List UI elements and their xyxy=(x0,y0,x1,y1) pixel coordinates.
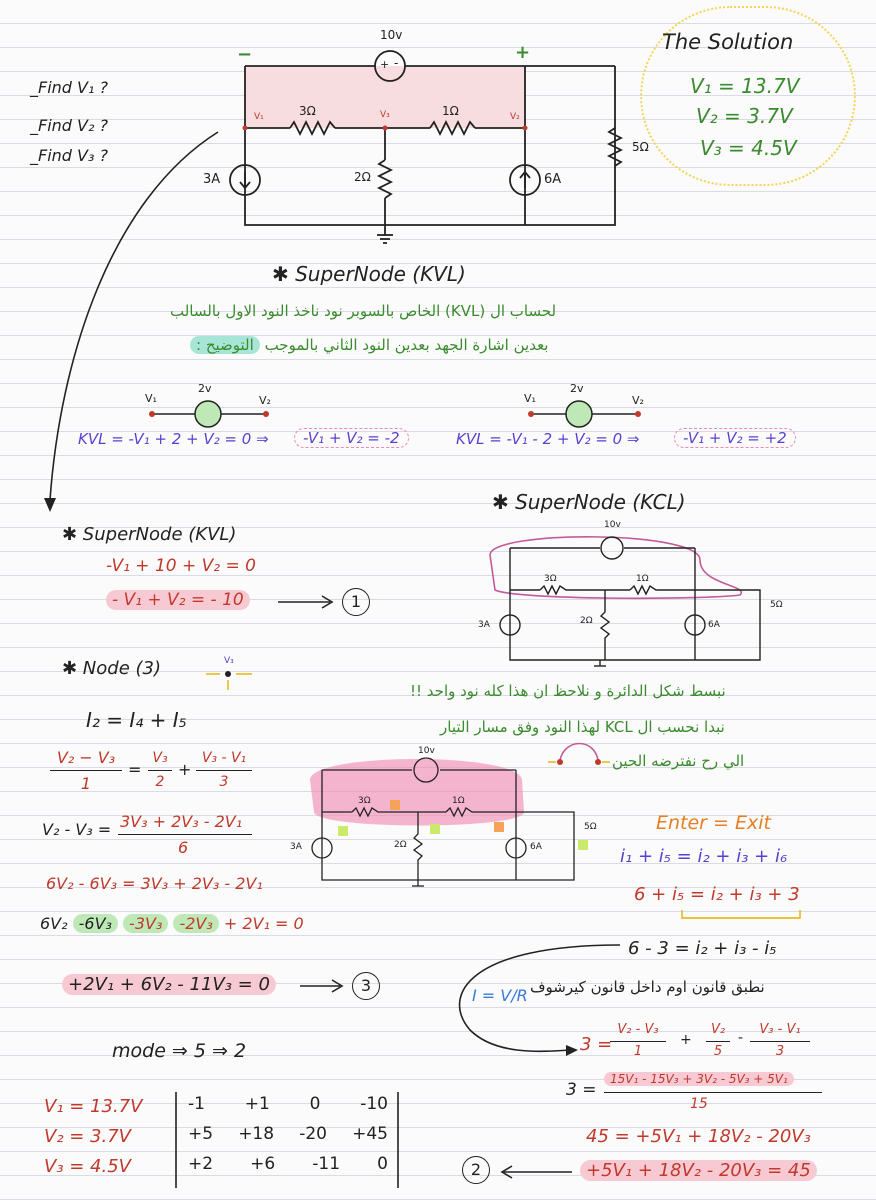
kvl-right-src: 2v xyxy=(570,382,584,395)
kvl-section-title: ✱ SuperNode (KVL) xyxy=(62,524,237,545)
eq-tag-2: 2 xyxy=(462,1156,490,1184)
solution-v2: V₂ = 3.7V xyxy=(696,104,793,128)
eq5-num-text: 15V₁ - 15V₃ + 3V₂ - 5V₃ + 5V₁ xyxy=(604,1072,794,1086)
kcl-eq5-den: 15 xyxy=(690,1096,708,1112)
hl-r4-label: 5Ω xyxy=(584,822,597,832)
arabic-note-2b: التوضيح : xyxy=(190,336,260,354)
r2-label: 1Ω xyxy=(442,104,459,118)
hl-i-right: 6A xyxy=(530,842,542,852)
node3-eq4: 6V₂ - 6V₃ = 3V₃ + 2V₃ - 2V₁ xyxy=(46,874,263,893)
hl-r1-label: 3Ω xyxy=(358,796,371,806)
supernode-kcl-heading: ✱ SuperNode (KCL) xyxy=(492,490,686,514)
matrix-row-3 xyxy=(188,1154,388,1184)
kcl-eq7: +5V₁ + 18V₂ - 20V₃ = 45 xyxy=(580,1160,817,1181)
eq-sign-a: = xyxy=(128,760,142,779)
node3-eq1: I₂ = I₄ + I₅ xyxy=(86,708,187,732)
kcl-r3-label: 2Ω xyxy=(580,616,593,626)
question-v2: _Find V₂ ? xyxy=(30,116,108,135)
kvl-left-eq: KVL = -V₁ + 2 + V₂ = 0 ⇒ xyxy=(78,430,269,448)
kvl-section-eq1: -V₁ + 10 + V₂ = 0 xyxy=(106,556,256,576)
eq4-f3-num: V₃ - V₁ xyxy=(759,1022,801,1037)
arabic-kcl-3: الي رح نفترضه الحين xyxy=(612,752,745,770)
eq4-f2-num: V₂ xyxy=(710,1022,726,1037)
node-v1-label: V₁ xyxy=(254,112,264,122)
node-v3-label: V₃ xyxy=(380,110,390,120)
source-sign-minus: - xyxy=(394,56,399,70)
supernode-kvl-heading: ✱ SuperNode (KVL) xyxy=(272,262,466,286)
node3-eq3-num: 3V₃ + 2V₃ - 2V₁ xyxy=(120,812,243,831)
kvl-right-eq: KVL = -V₁ - 2 + V₂ = 0 ⇒ xyxy=(456,430,640,448)
eq5-term-c: -3V₃ xyxy=(123,914,168,933)
eq-tag-3: 3 xyxy=(352,972,380,1000)
eq4-plus: + xyxy=(680,1032,692,1048)
kcl-r2-label: 1Ω xyxy=(636,574,649,584)
cell: +5 xyxy=(188,1124,214,1144)
kvl-right-result: -V₁ + V₂ = +2 xyxy=(674,428,796,448)
node3-eq6: +2V₁ + 6V₂ - 11V₃ = 0 xyxy=(62,974,276,995)
mode-note: mode ⇒ 5 ⇒ 2 xyxy=(112,1040,247,1062)
frac-c-den: 3 xyxy=(219,774,229,790)
eq4-f1-den: 1 xyxy=(633,1044,643,1059)
solution-title: The Solution xyxy=(662,30,794,54)
eq5-term-d: -2V₃ xyxy=(173,914,218,933)
eq5-term-e: + 2V₁ = 0 xyxy=(223,914,304,933)
plus-sign-b: + xyxy=(178,760,192,779)
node-v2-label: V₂ xyxy=(510,112,520,122)
cell: +6 xyxy=(250,1154,276,1174)
hl-source-label: 10v xyxy=(418,746,435,756)
frac-b-num: V₃ xyxy=(152,750,168,766)
eq-tag-1: 1 xyxy=(342,588,370,616)
result-v1: V₁ = 13.7V xyxy=(44,1096,143,1117)
i-right-label: 6A xyxy=(544,172,562,187)
kcl-i-left: 3A xyxy=(478,620,490,630)
kvl-left-v2: V₂ xyxy=(259,394,271,407)
hl-i-left: 3A xyxy=(290,842,302,852)
frac-a-den: 1 xyxy=(80,774,92,793)
cell: +18 xyxy=(238,1124,275,1144)
cell: -11 xyxy=(312,1154,341,1174)
r4-label: 5Ω xyxy=(632,140,649,154)
question-v1: _Find V₁ ? xyxy=(30,78,108,97)
cell: -10 xyxy=(360,1094,388,1114)
eq4-f1-num: V₂ - V₃ xyxy=(617,1022,659,1037)
source-sign-plus: + xyxy=(380,58,390,71)
cell: -1 xyxy=(188,1094,205,1114)
arabic-note-1: لحساب ال (KVL) الخاص بالسوبر نود ناخذ النود الاول بالسالب xyxy=(170,302,557,320)
source-label: 10v xyxy=(380,28,403,42)
kvl-left-src: 2v xyxy=(198,382,212,395)
kcl-eq4-lhs: 3 = xyxy=(580,1034,613,1055)
arabic-ohm: نطبق قانون اوم داخل قانون كيرشوف xyxy=(530,978,765,996)
cell: +45 xyxy=(352,1124,388,1144)
solution-v3: V₃ = 4.5V xyxy=(700,136,797,160)
node3-title: ✱ Node (3) xyxy=(62,658,161,679)
result-v2: V₂ = 3.7V xyxy=(44,1126,131,1147)
cell: -20 xyxy=(299,1124,327,1144)
eq5-term-b: -6V₃ xyxy=(73,914,118,933)
eq4-f3-den: 3 xyxy=(775,1044,785,1059)
solution-v1: V₁ = 13.7V xyxy=(690,74,800,98)
frac-a-num: V₂ − V₃ xyxy=(56,748,116,767)
eq4-minus: - xyxy=(738,1030,744,1046)
enter-exit: Enter = Exit xyxy=(656,812,771,834)
r3-label: 2Ω xyxy=(354,170,371,184)
kcl-i-right: 6A xyxy=(708,620,720,630)
kvl-left-result: -V₁ + V₂ = -2 xyxy=(294,428,409,448)
matrix-row-1 xyxy=(188,1094,388,1124)
cell: +2 xyxy=(188,1154,214,1174)
kvl-right-v2: V₂ xyxy=(632,394,644,407)
node3-eq3-lhs: V₂ - V₃ = xyxy=(42,820,112,839)
kcl-source-label: 10v xyxy=(604,520,621,530)
cell: +1 xyxy=(244,1094,270,1114)
node3-node-label: V₃ xyxy=(224,656,234,666)
plus-sign: + xyxy=(515,42,531,63)
kcl-eq2: 6 + i₅ = i₂ + i₃ + 3 xyxy=(634,884,800,905)
eq5-term-a: 6V₂ xyxy=(40,914,68,933)
kcl-eq3: 6 - 3 = i₂ + i₃ - i₅ xyxy=(628,938,777,959)
kcl-eq6: 45 = +5V₁ + 18V₂ - 20V₃ xyxy=(586,1126,811,1147)
coefficient-matrix xyxy=(188,1094,388,1184)
kcl-r1-label: 3Ω xyxy=(544,574,557,584)
arabic-kcl-2: نبدا نحسب ال KCL لهذا النود وفق مسار التيار xyxy=(440,718,725,736)
hl-r3-label: 2Ω xyxy=(394,840,407,850)
result-v3: V₃ = 4.5V xyxy=(44,1156,131,1177)
kvl-section-eq2: - V₁ + V₂ = - 10 xyxy=(106,590,250,610)
kvl-right-v1: V₁ xyxy=(524,392,536,405)
node3-eq3-den: 6 xyxy=(178,838,189,857)
kcl-eq1: i₁ + i₅ = i₂ + i₃ + i₆ xyxy=(620,846,788,867)
cell: 0 xyxy=(377,1154,388,1174)
hl-r2-label: 1Ω xyxy=(452,796,465,806)
arabic-kcl-1: نبسط شكل الدائرة و نلاحظ ان هذا كله نود واحد !! xyxy=(410,682,726,700)
cell: 0 xyxy=(309,1094,321,1114)
kcl-eq5-lhs: 3 = xyxy=(566,1080,597,1100)
minus-sign: − xyxy=(237,44,253,65)
kcl-r4-label: 5Ω xyxy=(770,600,783,610)
eq4-f2-den: 5 xyxy=(713,1044,723,1059)
i-left-label: 3A xyxy=(203,172,221,187)
matrix-row-2 xyxy=(188,1124,388,1154)
kvl-left-v1: V₁ xyxy=(145,392,157,405)
ohm-law: I = V/R xyxy=(472,986,528,1005)
arabic-note-2a: بعدين اشارة الجهد بعدين النود الثاني بالموجب xyxy=(264,336,549,354)
r1-label: 3Ω xyxy=(299,104,316,118)
frac-b-den: 2 xyxy=(155,774,165,790)
question-v3: _Find V₃ ? xyxy=(30,146,108,165)
frac-c-num: V₃ - V₁ xyxy=(201,750,247,766)
